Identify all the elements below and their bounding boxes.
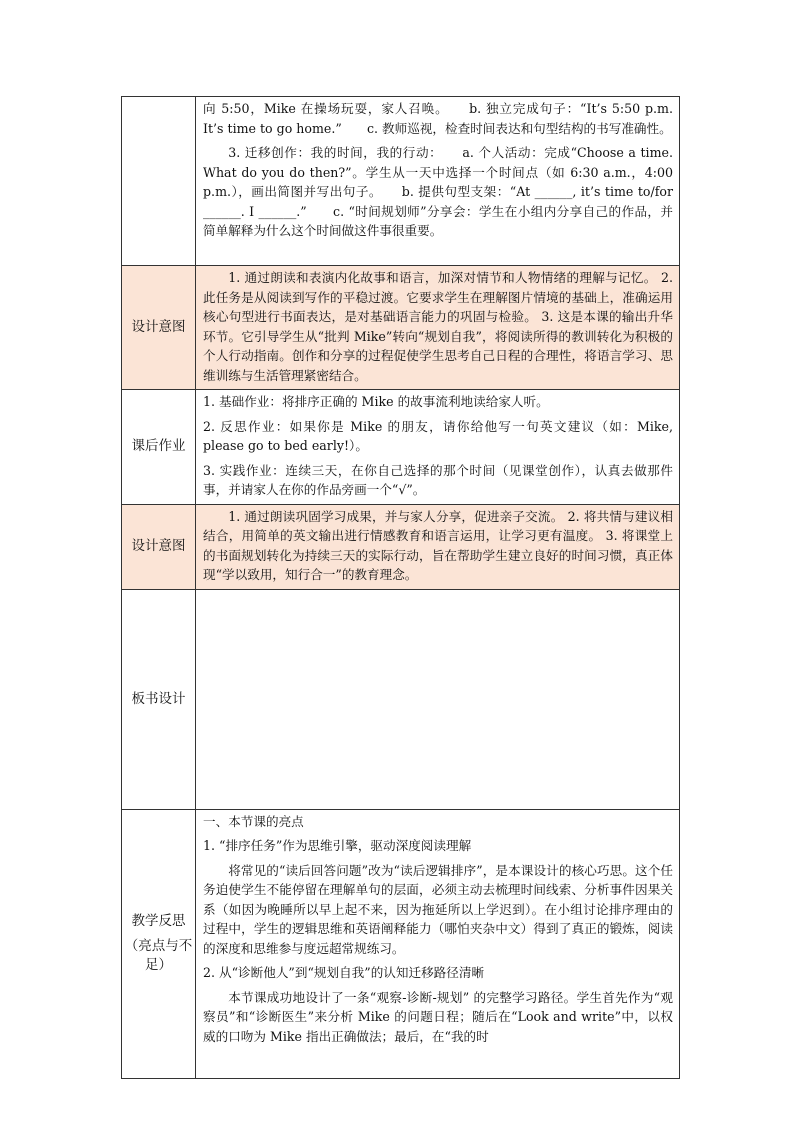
design-intent-1-text: 1. 通过朗读和表演内化故事和语言，加深对情节和人物情绪的理解与记忆。 2. 此任务是从阅读到写作的平稳过渡。它要求学生在理解图片情境的基础上，准确运用核心句型进行书面表达，是对基础语言能力的巩固与检验。 3. 这是本课的输出升华环节。它引导学生从“批判 Mike”转向“规划自我”，将阅读所得的教训转化为积极的个人行动指南。创作和分享的过程促使学生思考自己日程的合理性，将语言学习、思维训练与生活管理紧密结合。 [203,270,673,383]
row-design-intent-2 [122,504,680,589]
row-board-design [122,589,680,809]
reflection-heading: 一、本节课的亮点 [203,813,304,829]
design-intent-2-cell [196,504,680,589]
reflection-point-2-body: 本节课成功地设计了一条“观察-诊断-规划” 的完整学习路径。学生首先作为“观察员”和“诊断医生”来分析 Mike 的问题日程；随后在“Look and write”中，以权威的口吻为 Mike 指出正确做法；最后，在“我的时 [203,989,673,1044]
homework-item-1: 1. 基础作业：将排序正确的 Mike 的故事流利地读给家人听。 [203,394,549,409]
homework-label: 课后作业 [122,390,196,505]
row-reflection [122,809,680,1078]
reflection-point-1-title: 1. “排序任务”作为思维引擎，驱动深度阅读理解 [203,838,472,853]
row-activity-continued [122,97,680,266]
board-design-cell [196,589,680,809]
reflection-label-cell [122,809,196,1078]
board-design-label: 板书设计 [122,589,196,809]
design-intent-2-text: 1. 通过朗读巩固学习成果，并与家人分享，促进亲子交流。 2. 将共情与建议相结合，用简单的英文输出进行情感教育和语言运用，让学习更有温度。 3. 将课堂上的书面规划转化为持续三天的实际行动，旨在帮助学生建立良好的时间习惯，真正体现“学以致用，知行合一”的教育理念。 [203,508,673,582]
lesson-plan-table [121,96,680,1079]
row-homework [122,390,680,505]
reflection-point-1-body: 将常见的“读后回答问题”改为“读后逻辑排序”，是本课设计的核心巧思。这个任务迫使学生不能停留在理解单句的层面，必须主动去梳理时间线索、分析事件因果关系（如因为晚睡所以早上起不来，因为拖延所以上学迟到）。在小组讨论排序理由的过程中，学生的逻辑思维和英语阐释能力（哪怕夹杂中文）得到了真正的锻炼，阅读的深度和思维参与度远超常规练习。 [203,862,673,956]
reflection-label: 教学反思 [131,913,186,929]
activity-content-cell [196,97,680,266]
activity-label-cell [122,97,196,266]
row-design-intent-1 [122,266,680,390]
design-intent-1-cell [196,266,680,390]
activity-paragraph-2: 3. 迁移创作：我的时间，我的行动： a. 个人活动：完成“Choose a time. What do you do then?”。学生从一天中选择一个时间点（如 6:30 a.m.，4:00 p.m.），画出简图并写出句子。 b. 提供句型支架：“At ______, it’s time to/for ______. I ______.” c. “时间规划师”分享会：学生在小组内分享自己的作品，并简单解释为什么这个时间做这件事很重要。 [203,145,673,238]
reflection-sublabel: （亮点与不足） [124,938,193,973]
design-intent-2-label: 设计意图 [122,504,196,589]
activity-paragraph-1: 向 5:50，Mike 在操场玩耍，家人召唤。 b. 独立完成句子：“It’s 5:50 p.m. It’s time to go home.” c. 教师巡视，检查时间表达和句型结构的书写准确性。 [203,101,673,136]
homework-cell [196,390,680,505]
homework-item-3: 3. 实践作业：连续三天，在你自己选择的那个时间（见课堂创作），认真去做那件事，并请家人在你的作品旁画一个“√”。 [203,462,673,497]
homework-item-2: 2. 反思作业：如果你是 Mike 的朋友，请你给他写一句英文建议（如：Mike, please go to bed early!）。 [203,418,673,453]
design-intent-1-label: 设计意图 [122,266,196,390]
reflection-cell [196,809,680,1078]
reflection-point-2-title: 2. 从“诊断他人”到“规划自我”的认知迁移路径清晰 [203,965,485,980]
